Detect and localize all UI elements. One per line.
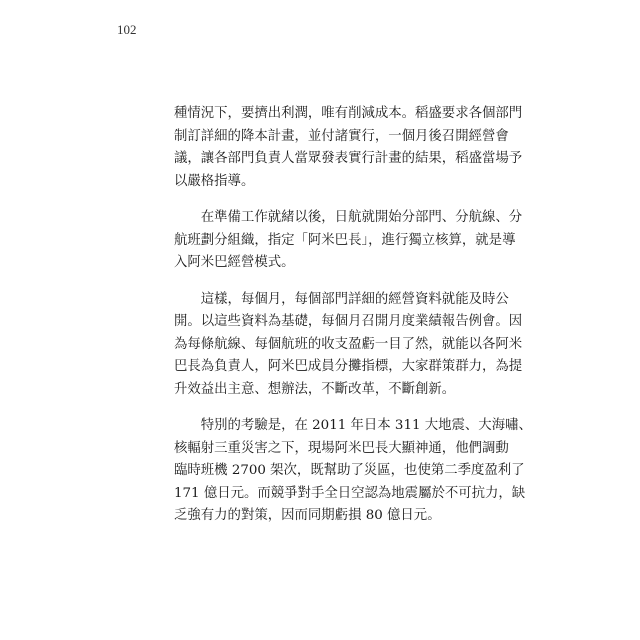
text-line: 巴長為負責人，阿米巴成員分攤指標，大家群策群力，為提 — [174, 359, 523, 374]
text-line: 以嚴格指導。 — [174, 173, 255, 189]
text-line: 核輻射三重災害之下，現場阿米巴長大顯神通，他們調動 — [174, 440, 509, 456]
paragraph-4 — [174, 415, 532, 528]
text-line: 在準備工作就緒以後，日航就開始分部門、分航線、分 — [174, 210, 523, 225]
text-line: 種情況下，要擠出利潤，唯有削減成本。稻盛要求各個部門 — [174, 106, 523, 121]
text-line: 制訂詳細的降本計畫，並付諸實行，一個月後召開經營會 — [174, 128, 509, 144]
paragraph-1 — [174, 103, 523, 193]
paragraph-2 — [174, 207, 523, 275]
text-line: 為每條航線、每個航班的收支盈虧一目了然，就能以各阿米 — [174, 336, 523, 352]
body-text — [174, 103, 532, 542]
text-line: 乏強有力的對策，因而同期虧損 80 億日元。 — [174, 508, 441, 523]
paragraph-3 — [174, 289, 523, 402]
text-line: 航班劃分組織，指定「阿米巴長」，進行獨立核算，就是導 — [174, 232, 516, 248]
text-line: 這樣，每個月，每個部門詳細的經營資料就能及時公 — [174, 291, 509, 307]
text-line: 入阿米巴經營模式。 — [174, 255, 295, 270]
text-line: 議，讓各部門負責人當眾發表實行計畫的結果，稻盛當場予 — [174, 151, 523, 166]
text-line: 升效益出主意、想辦法，不斷改革，不斷創新。 — [174, 381, 456, 397]
text-line: 開。以這些資料為基礎，每個月召開月度業績報告例會。因 — [174, 314, 523, 329]
text-line: 特別的考驗是，在 2011 年日本 311 大地震、大海嘯、 — [174, 418, 532, 433]
text-line: 臨時班機 2700 架次，既幫助了災區，也使第二季度盈利了 — [174, 463, 525, 478]
text-line: 171 億日元。而競爭對手全日空認為地震屬於不可抗力，缺 — [174, 485, 526, 501]
page-number: 102 — [117, 22, 137, 37]
